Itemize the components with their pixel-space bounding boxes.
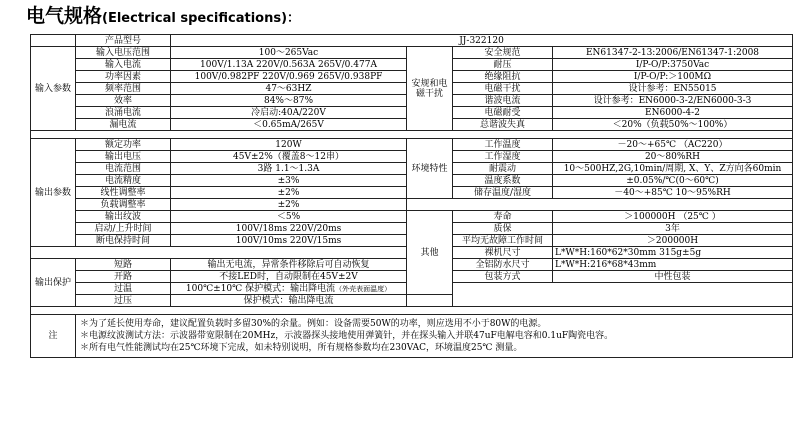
safety-group-label: 安规和电磁干扰	[407, 47, 453, 131]
spec-value: L*W*H:160*62*30mm 315g±5g	[553, 247, 793, 259]
section-gap	[31, 307, 793, 315]
spec-label: 频率范围	[76, 83, 171, 95]
spec-value: 设计参考：EN6000-3-2/EN6000-3-3	[553, 95, 793, 107]
input-group-label: 输入参数	[31, 47, 76, 131]
spec-label: 电流精度	[76, 175, 171, 187]
spec-value: 中性包装	[553, 271, 793, 283]
model-label: 产品型号	[76, 35, 171, 47]
spec-label: 储存温度/湿度	[453, 187, 553, 199]
model-value: JJ-322120	[171, 35, 793, 47]
spec-label: 耐震动	[453, 163, 553, 175]
spec-label: 过温	[76, 283, 171, 295]
spec-value: L*W*H:216*68*43mm	[553, 259, 793, 271]
spec-value: －20～+65℃ （AC220）	[553, 139, 793, 151]
spec-label: 电流范围	[76, 163, 171, 175]
page-title	[26, 3, 300, 29]
spec-label: 漏电流	[76, 119, 171, 131]
spec-label: 全铝防水尺寸	[453, 259, 553, 271]
spec-value: 84%～87%	[171, 95, 407, 107]
spec-label: 功率因素	[76, 71, 171, 83]
model-row	[31, 35, 793, 47]
spec-value: 输出无电流，异常条件移除后可自动恢复	[171, 259, 407, 271]
blank-cell	[453, 283, 793, 307]
spec-label: 谐波电流	[453, 95, 553, 107]
spec-label: 过压	[76, 295, 171, 307]
table-row	[31, 199, 793, 211]
title-zh: 电气规格	[26, 5, 103, 27]
note-line: ＊为了延长使用寿命，建议配置负载时多留30%的余量。例如：设备需要50W的功率，则应选用不小于80W的电源。	[80, 319, 547, 329]
spec-value: I/P-O/P:3750Vac	[553, 59, 793, 71]
spec-value: 冷启动:40A/220V	[171, 107, 407, 119]
note-line: ＊电源纹波测试方法：示波器带宽限制在20MHz，示波器探头接地使用弹簧针，并在探头输入并联47uF电解电容和0.1uF陶瓷电容。	[80, 331, 614, 341]
spec-label: 启动/上升时间	[76, 223, 171, 235]
spec-value: 100V/1.13A 220V/0.563A 265V/0.477A	[171, 59, 407, 71]
spec-value: 100V/0.982PF 220V/0.969 265V/0.938PF	[171, 71, 407, 83]
spec-value: 10～500HZ,2G,10min/周期, X、Y、Z方向各60min	[553, 163, 793, 175]
notes-label: 注	[31, 315, 76, 358]
protection-group-label: 输出保护	[31, 259, 76, 307]
spec-label: 寿命	[453, 211, 553, 223]
spec-value: 不接LED时，自动限制在45V±2V	[171, 271, 407, 283]
spec-label: 输出电压	[76, 151, 171, 163]
spec-value: 20～80%RH	[553, 151, 793, 163]
table-row	[31, 211, 793, 223]
blank-cell	[407, 199, 793, 211]
other-group-label: 其他	[407, 211, 453, 295]
spec-value: ＜0.65mA/265V	[171, 119, 407, 131]
table-row	[31, 47, 793, 59]
spec-value: 120W	[171, 139, 407, 151]
spec-label: 平均无故障工作时间	[453, 235, 553, 247]
spec-value: 设计参考：EN55015	[553, 83, 793, 95]
spec-label: 电磁干扰	[453, 83, 553, 95]
spec-value: I/P-O/P:＞100MΩ	[553, 71, 793, 83]
spec-value: 100V/18ms 220V/20ms	[171, 223, 407, 235]
spec-label: 断电保持时间	[76, 235, 171, 247]
spec-value: 保护模式：输出降电流	[171, 295, 407, 307]
notes-row	[31, 315, 793, 358]
spec-label: 电磁耐受	[453, 107, 553, 119]
spec-value: EN6000-4-2	[553, 107, 793, 119]
overtemp-note: （外壳表面温度）	[335, 284, 392, 293]
spec-value: ±2%	[171, 187, 407, 199]
spec-label: 浪涌电流	[76, 107, 171, 119]
spec-label: 包装方式	[453, 271, 553, 283]
spec-label: 短路	[76, 259, 171, 271]
spec-value: ±3%	[171, 175, 407, 187]
environment-group-label: 环境特性	[407, 139, 453, 199]
spec-value: ＞200000H	[553, 235, 793, 247]
spec-value: EN61347-2-13:2006/EN61347-1:2008	[553, 47, 793, 59]
output-group-label: 输出参数	[31, 139, 76, 247]
spec-value: ＞100000H （25℃ ）	[553, 211, 793, 223]
spec-label: 开路	[76, 271, 171, 283]
spec-label: 负载调整率	[76, 199, 171, 211]
spec-value: 100～265Vac	[171, 47, 407, 59]
spec-label: 效率	[76, 95, 171, 107]
spec-label: 绝缘阻抗	[453, 71, 553, 83]
overtemp-value: 100℃±10℃ 保护模式：输出降电流	[185, 283, 336, 294]
spec-value: ＜5%	[171, 211, 407, 223]
section-gap	[31, 131, 793, 139]
spec-value: 3年	[553, 223, 793, 235]
spec-value: 3路 1.1～1.3A	[171, 163, 407, 175]
spec-label: 温度系数	[453, 175, 553, 187]
spec-label: 工作温度	[453, 139, 553, 151]
spec-label: 额定功率	[76, 139, 171, 151]
table-row	[31, 139, 793, 151]
spec-table	[30, 34, 793, 358]
spec-label: 工作湿度	[453, 151, 553, 163]
spec-label: 输入电流	[76, 59, 171, 71]
spec-label: 输入电压范围	[76, 47, 171, 59]
spec-value: ±2%	[171, 199, 407, 211]
spec-label: 线性调整率	[76, 187, 171, 199]
spec-value	[171, 283, 407, 295]
spec-label: 输出纹波	[76, 211, 171, 223]
spec-value: 45V±2%（覆盖8～12串）	[171, 151, 407, 163]
note-line: ＊所有电气性能测试均在25℃环境下完成，如未特别说明，所有规格参数均在230VAC，环境温度25℃ 测量。	[80, 343, 523, 353]
spec-value: ±0.05%/℃(0～60℃)	[553, 175, 793, 187]
title-en: (Electrical specifications)：	[102, 11, 301, 26]
spec-label: 总谐波失真	[453, 119, 553, 131]
spec-label: 质保	[453, 223, 553, 235]
spec-label: 耐压	[453, 59, 553, 71]
blank-cell	[31, 247, 407, 259]
spec-label: 裸机尺寸	[453, 247, 553, 259]
spec-value: 47～63HZ	[171, 83, 407, 95]
spec-value: ＜20%（负载50%～100%）	[553, 119, 793, 131]
spec-value: －40～+85℃ 10～95%RH	[553, 187, 793, 199]
notes-content	[76, 315, 793, 358]
spec-label: 安全规范	[453, 47, 553, 59]
spec-value: 100V/10ms 220V/15ms	[171, 235, 407, 247]
